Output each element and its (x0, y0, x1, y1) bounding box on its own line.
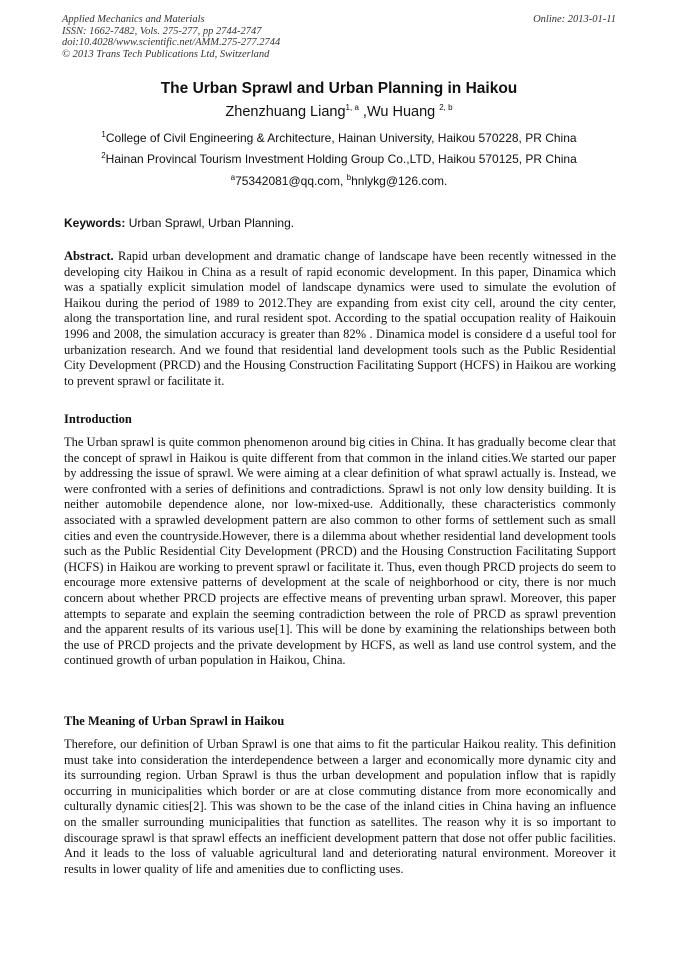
introduction-heading: Introduction (64, 412, 132, 426)
abstract-paragraph (64, 249, 616, 389)
affiliation-2-sup: 2 (101, 151, 106, 160)
abstract-text: Rapid urban development and dramatic change of landscape have been recently witnessed in the developing city Haikou in China as a result of rapid economic development. In this paper, Dinamica which was a spatially explicit simulation model of landscape dynamics were used to simulate the evolution of Haikou during the period of 1989 to 2012.They are expanding from exist city cell, around the city center, along the transportation line, and rural resident spot. According to the spatial occupation reality of Haikouin 1996 and 2008, the simulation accuracy is greater than 82% . Dinamica model is considere d a useful tool for urbanization research. And we found that residential land development tools such as the Public Residential City Development (PRCD) and the Housing Construction Facilitating Support (HCFS) in Haikou are working to prevent sprawl or facilitate it. (64, 249, 616, 388)
author-2-sup: 2, b (439, 103, 453, 113)
keywords (64, 216, 294, 230)
online-date: Online: 2013-01-11 (533, 14, 616, 25)
abstract-label: Abstract. (64, 249, 114, 263)
meaning-paragraph: Therefore, our definition of Urban Sprawl is one that aims to fit the particular Haikou reality. This definition must take into consideration the interdependence between a larger and economically more dynamic city and its surrounding region. Urban Sprawl is thus the urban development and population inflow that is rapidly occurring in municipalities which border or are at close commuting distance from more economically and culturally dynamic cities[2]. This was shown to be the case of the inland cities in China having an influence on the smaller surrounding municipalities that function as satellites. The reason why it is so important to discourage sprawl is that sprawl effects an inefficient development pattern that dose not offer public facilities. And it leads to the loss of valuable agricultural land and deteriorating natural environment. Moreover it results in lower quality of life and amenities due to conflicting uses. (64, 737, 616, 876)
doi-line: doi:10.4028/www.scientific.net/AMM.275-277.2744 (62, 37, 281, 48)
email-b: hnlykg@126.com. (351, 174, 448, 188)
email-line (0, 174, 678, 188)
author-separator: , (358, 104, 367, 120)
author-2: Wu Huang (366, 104, 440, 120)
issn-line: ISSN: 1662-7482, Vols. 275-277, pp 2744-2747 (62, 25, 262, 37)
affiliation-1 (0, 131, 678, 145)
journal-name: Applied Mechanics and Materials (62, 14, 205, 25)
author-line (0, 104, 678, 120)
keywords-label: Keywords: (64, 216, 126, 230)
keywords-text: Urban Sprawl, Urban Planning. (125, 216, 295, 230)
introduction-paragraph: The Urban sprawl is quite common phenomenon around big cities in China. It has gradually become clear that the concept of sprawl in Haikou is quite different from that common in the inland cities.We started our paper by addressing the issue of sprawl. We were aiming at a clear definition of what sprawl actually is. Instead, we were confronted with a series of definitions and contradictions. Sprawl is not only low density building. It is neither automobile dependence alone, nor low-mixed-use. Additionally, these characteristics commonly associated with a sprawled development pattern are also common to other forms of settlement such as small cities and even the countryside.However, there is a dilemma about whether residential land development tools such as the Public Residential City Development (PRCD) and the Housing Construction Facilitating Support (HCFS) in Haikou are working to prevent sprawl or facilitate it. Thus, even though PRCD projects do seem to encourage more extensive patterns of development at the scale of neighborhood or city, there is nor much concern about whether PRCD projects are effective means of preventing urban sprawl. Moreover, this paper attempts to separate and explain the seeming contradiction between the role of PRCD as sprawl prevention and the apparent results of its various use[1]. This will be done by examining the relationships between both the use of PRCD projects and the private development by HCFS, as well as land use control system, and the continued growth of urban population in Haikou, China. (64, 435, 616, 668)
running-header (62, 14, 616, 60)
email-a: 75342081@qq.com, (235, 174, 347, 188)
paper-title: The Urban Sprawl and Urban Planning in Haikou (160, 80, 518, 97)
affiliation-1-sup: 1 (101, 130, 106, 139)
author-1-sup: 1, a (345, 103, 359, 113)
affiliation-1-text: College of Civil Engineering & Architecture, Hainan University, Haikou 570228, PR China (105, 131, 577, 145)
author-1: Zhenzhuang Liang (225, 104, 346, 120)
copyright-line: © 2013 Trans Tech Publications Ltd, Switzerland (62, 48, 270, 60)
email-b-sup: b (346, 173, 352, 182)
email-a-sup: a (230, 173, 236, 182)
affiliation-2-text: Hainan Provincal Tourism Investment Holding Group Co.,LTD, Haikou 570125, PR China (105, 152, 577, 166)
meaning-heading: The Meaning of Urban Sprawl in Haikou (64, 714, 285, 728)
affiliation-2 (0, 152, 678, 166)
